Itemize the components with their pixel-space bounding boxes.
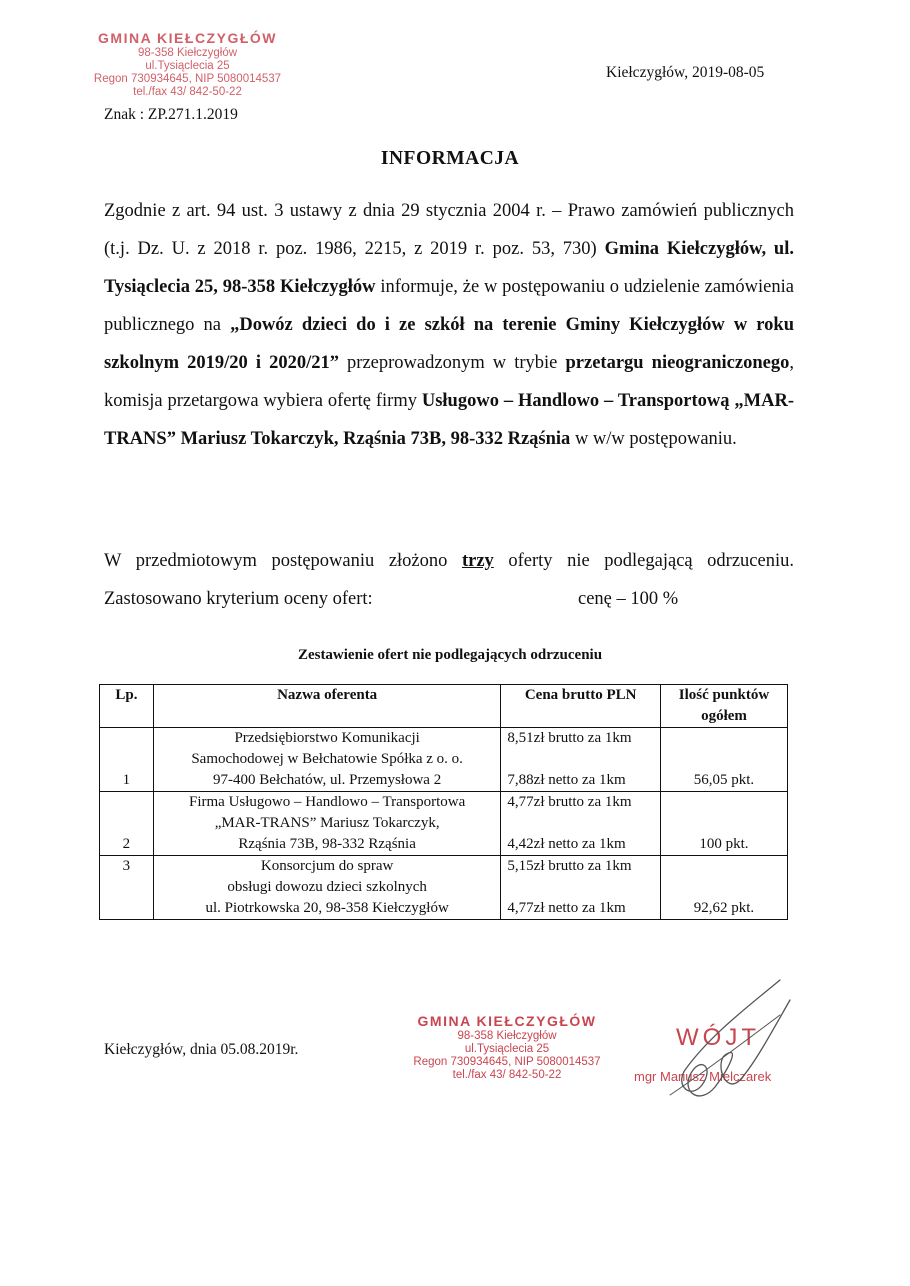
stamp-address-line: 98-358 Kiełczygłów [137, 47, 238, 59]
stamp-title: GMINA KIEŁCZYGŁÓW [417, 1013, 597, 1029]
text-winning-company: Usługowo – Handlowo – Transportową „MAR-TRANS” Mariusz Tokarczyk, Rząśnia 73B, 98-332 Rząśnia [104, 391, 794, 449]
table-header-row [100, 685, 788, 728]
offers-table [99, 684, 788, 920]
row-points: 56,05 pkt. [660, 728, 787, 792]
bidder-name-line: obsługi dowozu dzieci szkolnych [227, 879, 427, 895]
price-net: 4,77zł netto za 1km [507, 900, 626, 916]
header-bidder-name: Nazwa oferenta [153, 685, 501, 728]
table-row [100, 856, 788, 920]
text-committee: , komisja przetargowa wybiera ofertę firmy [104, 353, 794, 411]
text-offers-intro: W przedmiotowym postępowaniu złożono [104, 551, 462, 571]
reference-number: Znak : ZP.271.1.2019 [104, 106, 238, 123]
document-heading: INFORMACJA [380, 148, 520, 169]
text-in-procedure: w w/w postępowaniu. [570, 429, 737, 449]
row-price [501, 856, 661, 920]
text-criterion-intro: oferty nie podlegającą odrzuceniu. Zastosowano kryterium oceny ofert: [104, 551, 794, 609]
mayor-title-stamp: WÓJT [676, 1024, 760, 1051]
handwritten-signature [630, 975, 810, 1115]
bidder-name-line: Samochodowej w Bełchatowie Spółka z o. o. [191, 751, 463, 767]
row-points: 100 pkt. [660, 792, 787, 856]
bidder-address-line: Rząśnia 73B, 98-332 Rząśnia [238, 836, 416, 852]
municipality-stamp-bottom [402, 1013, 612, 1082]
text-informs: informuje, że w postępowaniu o udzielenie zamówienia publicznego na [104, 277, 794, 335]
row-bidder-name [153, 792, 501, 856]
row-bidder-name [153, 728, 501, 792]
bidder-address-line: 97-400 Bełchatów, ul. Przemysłowa 2 [213, 772, 442, 788]
municipality-stamp-top [85, 30, 290, 99]
stamp-address-line: 98-358 Kiełczygłów [457, 1030, 557, 1042]
price-gross: 5,15zł brutto za 1km [507, 858, 632, 874]
price-net: 7,88zł netto za 1km [507, 772, 626, 788]
text-procedure-intro: przeprowadzonym w trybie [338, 353, 566, 373]
bidder-name-line: Firma Usługowo – Handlowo – Transportowa [189, 794, 466, 810]
text-contracting-authority: Gmina Kiełczygłów, ul. Tysiąclecia 25, 98-358 Kiełczygłów [104, 239, 794, 297]
row-lp: 2 [100, 792, 154, 856]
stamp-street-line: ul.Tysiąclecia 25 [145, 60, 230, 72]
bidder-name-line: „MAR-TRANS” Mariusz Tokarczyk, [214, 815, 440, 831]
mayor-name-stamp: mgr Mariusz Mielczarek [634, 1069, 772, 1084]
row-points: 92,62 pkt. [660, 856, 787, 920]
header-points: Ilość punktów ogółem [660, 685, 787, 728]
text-offer-count: trzy [461, 551, 494, 571]
row-lp: 3 [100, 856, 154, 920]
stamp-street-line: ul.Tysiąclecia 25 [464, 1043, 550, 1055]
row-bidder-name [153, 856, 501, 920]
row-lp: 1 [100, 728, 154, 792]
stamp-phone-line: tel./fax 43/ 842-50-22 [133, 86, 242, 98]
paragraph-decision [104, 192, 794, 458]
table-row [100, 792, 788, 856]
header-price: Cena brutto PLN [501, 685, 661, 728]
text-procedure-type: przetargu nieograniczonego [565, 353, 790, 373]
bidder-name-line: Konsorcjum do spraw [260, 858, 394, 874]
price-net: 4,42zł netto za 1km [507, 836, 626, 852]
stamp-regon-line: Regon 730934645, NIP 5080014537 [413, 1056, 601, 1068]
stamp-title: GMINA KIEŁCZYGŁÓW [98, 30, 277, 46]
table-row [100, 728, 788, 792]
text-contract-title: „Dowóz dzieci do i ze szkół na terenie Gminy Kiełczygłów w roku szkolnym 2019/20 i 2020/21” [104, 315, 794, 373]
header-lp: Lp. [100, 685, 154, 728]
stamp-phone-line: tel./fax 43/ 842-50-22 [452, 1069, 562, 1081]
row-price [501, 728, 661, 792]
text-legal-basis: Zgodnie z art. 94 ust. 3 ustawy z dnia 29 stycznia 2004 r. – Prawo zamówień publicznych (t.j. Dz. U. z 2018 r. poz. 1986, 2215, z 2019 r. poz. 53, 730) [104, 201, 794, 259]
price-gross: 4,77zł brutto za 1km [507, 794, 632, 810]
table-caption: Zestawienie ofert nie podlegających odrzuceniu [297, 647, 603, 663]
closing-place-date: Kiełczygłów, dnia 05.08.2019r. [104, 1041, 299, 1058]
bidder-name-line: Przedsiębiorstwo Komunikacji [234, 730, 420, 746]
bidder-address-line: ul. Piotrkowska 20, 98-358 Kiełczygłów [205, 900, 449, 916]
place-date: Kiełczygłów, 2019-08-05 [606, 64, 765, 81]
row-price [501, 792, 661, 856]
text-criterion: cenę – 100 % [578, 589, 679, 609]
price-gross: 8,51zł brutto za 1km [507, 730, 632, 746]
stamp-regon-line: Regon 730934645, NIP 5080014537 [93, 73, 282, 85]
paragraph-offers [104, 542, 794, 618]
